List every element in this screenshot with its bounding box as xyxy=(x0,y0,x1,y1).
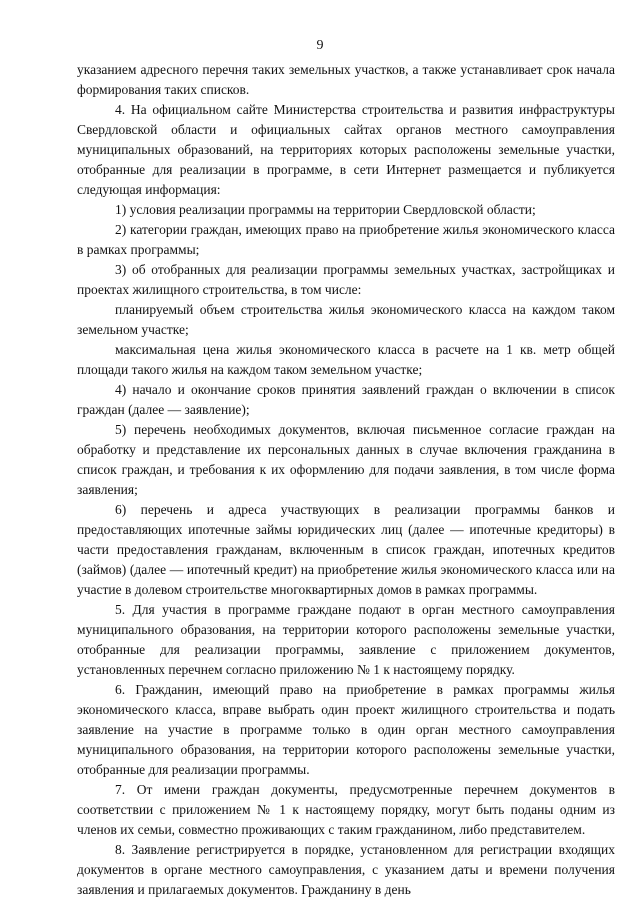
paragraph-max-price: максимальная цена жилья экономического класса в расчете на 1 кв. метр общей площади такого жилья на каждом таком земельном участке; xyxy=(77,342,615,377)
paragraph-item-4: 4. На официальном сайте Министерства строительства и развития инфраструктуры Свердловской области и официальных сайтах органов местного самоуправления муниципальных образований, на территориях которых расположены земельные участки, отобранные для реализации в программе, в сети Интернет размещается и публикуется следующая информация: xyxy=(77,102,615,197)
paragraph-subitem-4: 4) начало и окончание сроков принятия заявлений граждан о включении в список граждан (далее — заявление); xyxy=(77,382,615,417)
paragraph-item-6: 6. Гражданин, имеющий право на приобретение в рамках программы жилья экономического класса, вправе выбрать один проект жилищного строительства и подать заявление на участие в программе только в один орган местного самоуправления муниципального образования, на территории которого расположены земельные участки, отобранные для реализации программы. xyxy=(77,682,615,777)
paragraph-subitem-3: 3) об отобранных для реализации программы земельных участках, застройщиках и проектах жилищного строительства, в том числе: xyxy=(77,262,615,297)
paragraph-item-5: 5. Для участия в программе граждане подают в орган местного самоуправления муниципального образования, на территории которого расположены земельные участки, отобранные для реализации программы, заявление с приложением документов, установленных перечнем согласно приложению № 1 к настоящему порядку. xyxy=(77,602,615,677)
paragraph-subitem-5: 5) перечень необходимых документов, включая письменное согласие граждан на обработку и представление их персональных данных в случае включения гражданина в список граждан, и требования к их оформлению для подачи заявления, в том числе форма заявления; xyxy=(77,422,615,497)
paragraph-continuation: указанием адресного перечня таких земельных участков, а также устанавливает срок начала формирования таких списков. xyxy=(77,62,615,97)
paragraph-item-7: 7. От имени граждан документы, предусмотренные перечнем документов в соответствии с приложением № 1 к настоящему порядку, могут быть поданы одним из членов их семьи, совместно проживающих с таким гражданином, либо представителем. xyxy=(77,782,615,837)
paragraph-subitem-1: 1) условия реализации программы на территории Свердловской области; xyxy=(115,202,536,217)
page-number: 9 xyxy=(316,38,324,53)
paragraph-subitem-6: 6) перечень и адреса участвующих в реализации программы банков и предоставляющих ипотечные займы юридических лиц (далее — ипотечные кредиторы) в части предоставления гражданам, включенным в список граждан, ипотечных кредитов (займов) (далее — ипотечный кредит) на приобретение жилья экономического класса или на участие в долевом строительстве многоквартирных домов в рамках программы. xyxy=(77,502,615,597)
paragraph-planned-volume: планируемый объем строительства жилья экономического класса на каждом таком земельном участке; xyxy=(77,302,615,337)
paragraph-subitem-2: 2) категории граждан, имеющих право на приобретение жилья экономического класса в рамках программы; xyxy=(77,222,615,257)
document-body xyxy=(77,60,615,900)
paragraph-item-8: 8. Заявление регистрируется в порядке, установленном для регистрации входящих документов в органе местного самоуправления, с указанием даты и времени получения заявления и прилагаемых документов. Гражданину в день xyxy=(77,842,615,897)
